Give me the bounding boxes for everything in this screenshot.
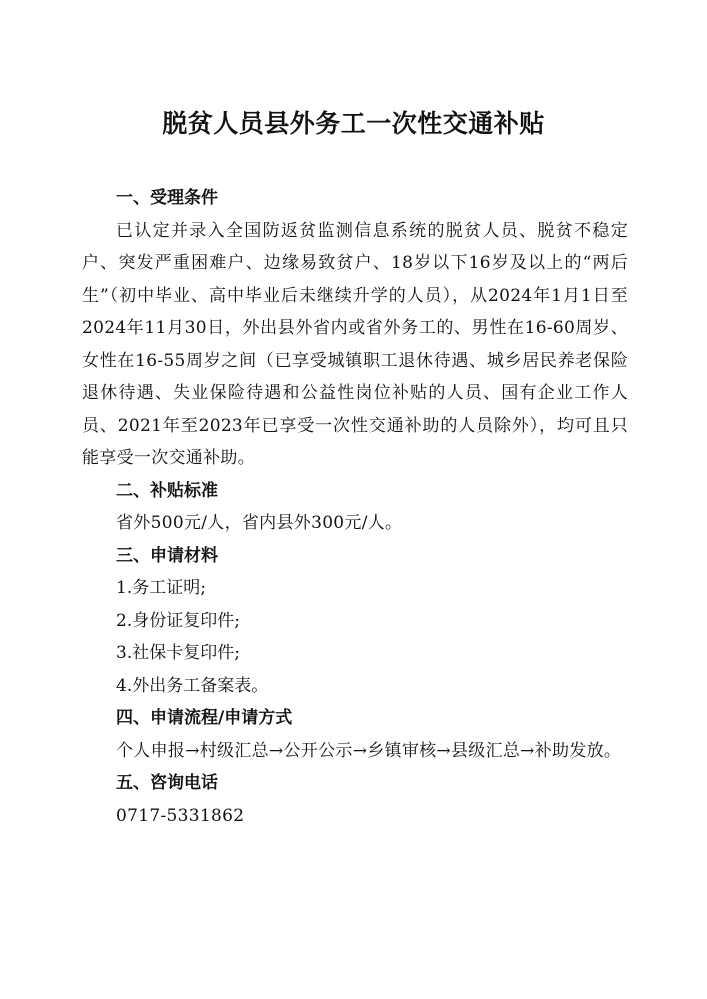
section-heading-materials: 三、申请材料 (116, 545, 218, 566)
document-body (82, 182, 628, 832)
section-heading-process: 四、申请流程/申请方式 (116, 708, 293, 728)
eligibility-paragraph: 已认定并录入全国防返贫监测信息系统的脱贫人员、脱贫不稳定户、突发严重困难户、边缘易致贫户、18岁以下16岁及以上的“两后生”（初中毕业、高中毕业后未继续升学的人员），从2024年1月1日至2024年11月30日，外出县外省内或省外务工的、男性在16-60周岁、女性在16-55周岁之间（已享受城镇职工退休待遇、城乡居民养老保险退休待遇、失业保险待遇和公益性岗位补贴的人员、国有企业工作人员、2021年至2023年已享受一次性交通补助的人员除外），均可且只能享受一次交通补助。 (82, 220, 628, 468)
materials-item: 2.身份证复印件; (116, 610, 240, 631)
materials-item: 1.务工证明; (116, 578, 206, 598)
subsidy-standard-paragraph: 省外500元/人，省内县外300元/人。 (116, 513, 403, 533)
materials-item: 4.外出务工备案表。 (116, 675, 269, 696)
materials-item: 3.社保卡复印件; (116, 643, 240, 663)
section-heading-eligibility: 一、受理条件 (116, 188, 218, 208)
process-paragraph: 个人申报→村级汇总→公开公示→乡镇审核→县级汇总→补助发放。 (116, 740, 622, 761)
contact-phone: 0717-5331862 (116, 805, 245, 826)
section-heading-contact: 五、咨询电话 (116, 773, 218, 793)
document-title: 脱贫人员县外务工一次性交通补贴 (162, 109, 545, 138)
section-heading-subsidy-standard: 二、补贴标准 (116, 480, 218, 501)
